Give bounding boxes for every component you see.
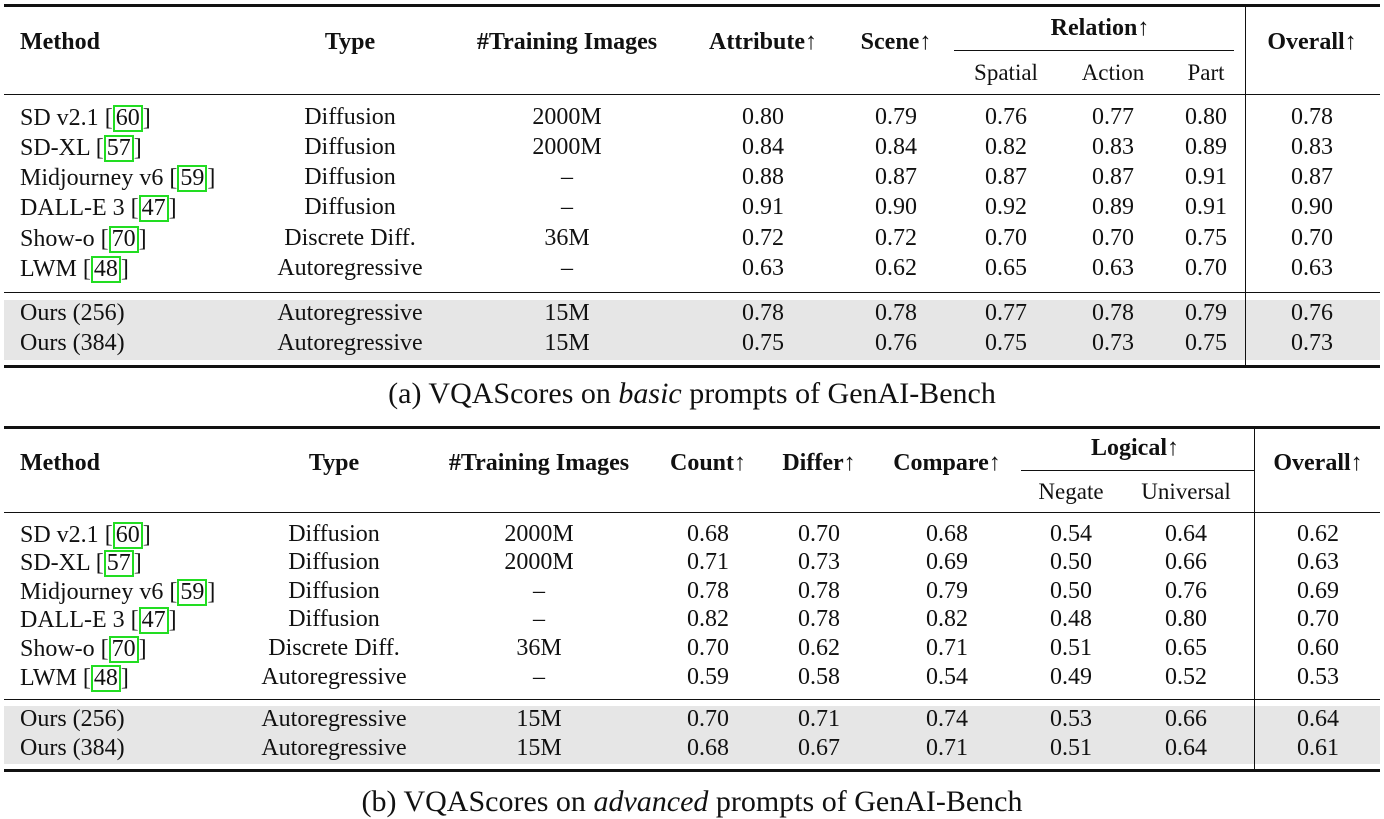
type-cell: Diffusion bbox=[304, 104, 396, 130]
method-cell bbox=[20, 301, 125, 325]
method-cell: DALL-E 3 [ 47 ] bbox=[20, 607, 177, 633]
score-cell: 0.78 bbox=[1092, 300, 1134, 326]
header-part: Part bbox=[1187, 60, 1225, 85]
score-cell: 0.64 bbox=[1165, 735, 1207, 761]
score-cell: 0.68 bbox=[687, 735, 729, 761]
method-cell: DALL-E 3 [ 47 ] bbox=[20, 195, 177, 221]
type-cell: Autoregressive bbox=[261, 664, 407, 690]
type-cell: Diffusion bbox=[288, 606, 380, 632]
header-scene: Scene↑ bbox=[860, 29, 932, 55]
method-name: Ours (384) bbox=[20, 735, 125, 761]
citation-link[interactable]: 59 bbox=[177, 165, 207, 192]
score-cell: 0.53 bbox=[1050, 706, 1092, 732]
relation-underline bbox=[954, 50, 1234, 51]
training-images-cell: – bbox=[561, 194, 573, 220]
score-cell: 0.54 bbox=[1050, 521, 1092, 547]
score-cell: 0.80 bbox=[742, 104, 784, 130]
method-name: Ours (256) bbox=[20, 706, 125, 732]
header-logical: Logical↑ bbox=[1091, 435, 1179, 461]
score-cell: 0.67 bbox=[798, 735, 840, 761]
training-images-cell: 15M bbox=[516, 706, 562, 732]
score-cell: 0.66 bbox=[1165, 706, 1207, 732]
score-cell: 0.77 bbox=[1092, 104, 1134, 130]
type-cell: Diffusion bbox=[288, 578, 380, 604]
method-name: DALL-E 3 bbox=[20, 607, 131, 633]
type-cell: Diffusion bbox=[304, 134, 396, 160]
type-cell: Diffusion bbox=[288, 549, 380, 575]
score-cell: 0.71 bbox=[798, 706, 840, 732]
method-name: Midjourney v6 bbox=[20, 579, 170, 605]
score-cell: 0.90 bbox=[1291, 194, 1333, 220]
score-cell: 0.70 bbox=[1297, 606, 1339, 632]
method-name: LWM bbox=[20, 665, 83, 691]
score-cell: 0.60 bbox=[1297, 635, 1339, 661]
score-cell: 0.70 bbox=[985, 225, 1027, 251]
score-cell: 0.91 bbox=[1185, 164, 1227, 190]
table-advanced-prompts bbox=[4, 426, 1380, 776]
citation-link[interactable]: 48 bbox=[91, 256, 121, 283]
score-cell: 0.89 bbox=[1185, 134, 1227, 160]
score-cell: 0.62 bbox=[875, 255, 917, 281]
method-name: SD-XL bbox=[20, 135, 96, 161]
score-cell: 0.50 bbox=[1050, 578, 1092, 604]
score-cell: 0.82 bbox=[687, 606, 729, 632]
type-cell: Autoregressive bbox=[261, 706, 407, 732]
score-cell: 0.71 bbox=[926, 735, 968, 761]
citation-link[interactable]: 60 bbox=[113, 522, 143, 549]
score-cell: 0.71 bbox=[926, 635, 968, 661]
method-name: SD-XL bbox=[20, 550, 96, 576]
training-images-cell: – bbox=[533, 606, 545, 632]
score-cell: 0.73 bbox=[1291, 330, 1333, 356]
citation-link[interactable]: 60 bbox=[113, 105, 143, 132]
score-cell: 0.83 bbox=[1092, 134, 1134, 160]
citation-link[interactable]: 48 bbox=[91, 665, 121, 692]
score-cell: 0.92 bbox=[985, 194, 1027, 220]
citation-link[interactable]: 57 bbox=[104, 135, 134, 162]
score-cell: 0.51 bbox=[1050, 735, 1092, 761]
ours-rows-shading bbox=[4, 300, 1380, 360]
header-attribute: Attribute↑ bbox=[709, 29, 817, 55]
score-cell: 0.70 bbox=[1291, 225, 1333, 251]
header-training-images: #Training Images bbox=[476, 29, 658, 55]
score-cell: 0.76 bbox=[985, 104, 1027, 130]
table-basic-prompts bbox=[4, 4, 1380, 368]
header-universal: Universal bbox=[1141, 479, 1231, 504]
logical-underline bbox=[1021, 470, 1254, 471]
header-compare: Compare↑ bbox=[893, 450, 1001, 476]
score-cell: 0.87 bbox=[1291, 164, 1333, 190]
score-cell: 0.65 bbox=[985, 255, 1027, 281]
score-cell: 0.83 bbox=[1291, 134, 1333, 160]
method-cell: Show-o [ 70 ] bbox=[20, 226, 147, 252]
score-cell: 0.70 bbox=[1092, 225, 1134, 251]
citation-link[interactable]: 70 bbox=[109, 226, 139, 253]
training-images-cell: 2000M bbox=[532, 104, 602, 130]
score-cell: 0.68 bbox=[926, 521, 968, 547]
method-name: Show-o bbox=[20, 226, 101, 252]
score-cell: 0.63 bbox=[1297, 549, 1339, 575]
score-cell: 0.90 bbox=[875, 194, 917, 220]
header-action: Action bbox=[1081, 60, 1145, 85]
method-name: SD v2.1 bbox=[20, 522, 105, 548]
score-cell: 0.73 bbox=[798, 549, 840, 575]
score-cell: 0.58 bbox=[798, 664, 840, 690]
header-rule bbox=[4, 512, 1380, 513]
header-differ: Differ↑ bbox=[782, 450, 856, 476]
score-cell: 0.54 bbox=[926, 664, 968, 690]
citation-link[interactable]: 57 bbox=[104, 550, 134, 577]
score-cell: 0.79 bbox=[875, 104, 917, 130]
score-cell: 0.72 bbox=[875, 225, 917, 251]
training-images-cell: 15M bbox=[544, 300, 590, 326]
method-cell: SD v2.1 [ 60 ] bbox=[20, 522, 151, 548]
caption-prefix: (b) VQAScores on bbox=[361, 785, 594, 818]
training-images-cell: 36M bbox=[516, 635, 562, 661]
header-method: Method bbox=[20, 29, 100, 55]
caption-advanced bbox=[0, 785, 1384, 819]
score-cell: 0.73 bbox=[1092, 330, 1134, 356]
training-images-cell: 2000M bbox=[532, 134, 602, 160]
method-name: Ours (384) bbox=[20, 330, 125, 356]
score-cell: 0.65 bbox=[1165, 635, 1207, 661]
header-spatial: Spatial bbox=[974, 60, 1038, 85]
method-cell bbox=[20, 331, 125, 355]
type-cell: Autoregressive bbox=[277, 255, 423, 281]
score-cell: 0.76 bbox=[1291, 300, 1333, 326]
header-overall: Overall↑ bbox=[1273, 450, 1363, 476]
score-cell: 0.69 bbox=[1297, 578, 1339, 604]
score-cell: 0.89 bbox=[1092, 194, 1134, 220]
header-type: Type bbox=[324, 29, 376, 55]
type-cell: Autoregressive bbox=[277, 300, 423, 326]
score-cell: 0.91 bbox=[1185, 194, 1227, 220]
score-cell: 0.82 bbox=[985, 134, 1027, 160]
score-cell: 0.79 bbox=[1185, 300, 1227, 326]
caption-suffix: prompts of GenAI-Bench bbox=[681, 377, 996, 410]
score-cell: 0.64 bbox=[1165, 521, 1207, 547]
method-cell: SD v2.1 [ 60 ] bbox=[20, 105, 151, 131]
training-images-cell: 15M bbox=[544, 330, 590, 356]
header-training-images: #Training Images bbox=[448, 450, 630, 476]
score-cell: 0.70 bbox=[687, 706, 729, 732]
score-cell: 0.78 bbox=[687, 578, 729, 604]
group-rule bbox=[4, 292, 1380, 293]
score-cell: 0.64 bbox=[1297, 706, 1339, 732]
score-cell: 0.69 bbox=[926, 549, 968, 575]
header-rule bbox=[4, 94, 1380, 95]
method-cell bbox=[20, 736, 125, 760]
top-rule bbox=[4, 4, 1380, 7]
score-cell: 0.78 bbox=[875, 300, 917, 326]
score-cell: 0.62 bbox=[1297, 521, 1339, 547]
citation-link[interactable]: 47 bbox=[139, 195, 169, 222]
training-images-cell: 36M bbox=[544, 225, 590, 251]
score-cell: 0.70 bbox=[687, 635, 729, 661]
overall-separator bbox=[1245, 6, 1246, 365]
score-cell: 0.61 bbox=[1297, 735, 1339, 761]
method-name: LWM bbox=[20, 256, 83, 282]
score-cell: 0.48 bbox=[1050, 606, 1092, 632]
score-cell: 0.76 bbox=[875, 330, 917, 356]
score-cell: 0.59 bbox=[687, 664, 729, 690]
score-cell: 0.70 bbox=[1185, 255, 1227, 281]
score-cell: 0.76 bbox=[1165, 578, 1207, 604]
score-cell: 0.68 bbox=[687, 521, 729, 547]
citation-link[interactable]: 70 bbox=[109, 636, 139, 663]
top-rule bbox=[4, 426, 1380, 429]
score-cell: 0.78 bbox=[742, 300, 784, 326]
score-cell: 0.78 bbox=[798, 606, 840, 632]
score-cell: 0.87 bbox=[985, 164, 1027, 190]
score-cell: 0.53 bbox=[1297, 664, 1339, 690]
method-name: Show-o bbox=[20, 636, 101, 662]
score-cell: 0.74 bbox=[926, 706, 968, 732]
caption-prefix: (a) VQAScores on bbox=[388, 377, 619, 410]
score-cell: 0.84 bbox=[742, 134, 784, 160]
score-cell: 0.72 bbox=[742, 225, 784, 251]
score-cell: 0.75 bbox=[1185, 330, 1227, 356]
header-negate: Negate bbox=[1038, 479, 1104, 504]
caption-suffix: prompts of GenAI-Bench bbox=[708, 785, 1023, 818]
method-name: DALL-E 3 bbox=[20, 195, 131, 221]
score-cell: 0.66 bbox=[1165, 549, 1207, 575]
type-cell: Autoregressive bbox=[277, 330, 423, 356]
training-images-cell: – bbox=[561, 164, 573, 190]
training-images-cell: – bbox=[533, 664, 545, 690]
score-cell: 0.62 bbox=[798, 635, 840, 661]
bottom-rule bbox=[4, 365, 1380, 368]
score-cell: 0.71 bbox=[687, 549, 729, 575]
caption-emphasis: basic bbox=[618, 377, 682, 410]
score-cell: 0.75 bbox=[1185, 225, 1227, 251]
score-cell: 0.87 bbox=[1092, 164, 1134, 190]
score-cell: 0.82 bbox=[926, 606, 968, 632]
training-images-cell: – bbox=[561, 255, 573, 281]
overall-separator bbox=[1254, 428, 1255, 769]
header-relation: Relation↑ bbox=[1050, 15, 1150, 41]
score-cell: 0.50 bbox=[1050, 549, 1092, 575]
method-cell: Midjourney v6 [ 59 ] bbox=[20, 579, 216, 605]
method-name: SD v2.1 bbox=[20, 105, 105, 131]
score-cell: 0.52 bbox=[1165, 664, 1207, 690]
score-cell: 0.87 bbox=[875, 164, 917, 190]
method-cell: LWM [ 48 ] bbox=[20, 256, 129, 282]
type-cell: Discrete Diff. bbox=[284, 225, 416, 251]
header-count: Count↑ bbox=[669, 450, 747, 476]
header-overall: Overall↑ bbox=[1267, 29, 1357, 55]
caption-emphasis: advanced bbox=[593, 785, 709, 818]
score-cell: 0.84 bbox=[875, 134, 917, 160]
score-cell: 0.78 bbox=[1291, 104, 1333, 130]
score-cell: 0.51 bbox=[1050, 635, 1092, 661]
score-cell: 0.91 bbox=[742, 194, 784, 220]
method-name: Ours (256) bbox=[20, 300, 125, 326]
score-cell: 0.88 bbox=[742, 164, 784, 190]
method-cell: LWM [ 48 ] bbox=[20, 665, 129, 691]
score-cell: 0.80 bbox=[1165, 606, 1207, 632]
training-images-cell: – bbox=[533, 578, 545, 604]
score-cell: 0.63 bbox=[742, 255, 784, 281]
score-cell: 0.75 bbox=[985, 330, 1027, 356]
caption-basic bbox=[0, 377, 1384, 411]
score-cell: 0.63 bbox=[1291, 255, 1333, 281]
training-images-cell: 15M bbox=[516, 735, 562, 761]
method-cell: Show-o [ 70 ] bbox=[20, 636, 147, 662]
header-method: Method bbox=[20, 450, 100, 476]
training-images-cell: 2000M bbox=[504, 549, 574, 575]
type-cell: Autoregressive bbox=[261, 735, 407, 761]
score-cell: 0.49 bbox=[1050, 664, 1092, 690]
method-cell: Midjourney v6 [ 59 ] bbox=[20, 165, 216, 191]
type-cell: Discrete Diff. bbox=[268, 635, 400, 661]
score-cell: 0.63 bbox=[1092, 255, 1134, 281]
method-cell: SD-XL [ 57 ] bbox=[20, 135, 142, 161]
bottom-rule bbox=[4, 769, 1380, 772]
group-rule bbox=[4, 699, 1380, 700]
score-cell: 0.78 bbox=[798, 578, 840, 604]
score-cell: 0.77 bbox=[985, 300, 1027, 326]
score-cell: 0.80 bbox=[1185, 104, 1227, 130]
score-cell: 0.70 bbox=[798, 521, 840, 547]
training-images-cell: 2000M bbox=[504, 521, 574, 547]
type-cell: Diffusion bbox=[288, 521, 380, 547]
method-cell bbox=[20, 707, 125, 731]
score-cell: 0.79 bbox=[926, 578, 968, 604]
method-name: Midjourney v6 bbox=[20, 165, 170, 191]
method-cell: SD-XL [ 57 ] bbox=[20, 550, 142, 576]
type-cell: Diffusion bbox=[304, 164, 396, 190]
citation-link[interactable]: 47 bbox=[139, 607, 169, 634]
score-cell: 0.75 bbox=[742, 330, 784, 356]
header-type: Type bbox=[308, 450, 360, 476]
type-cell: Diffusion bbox=[304, 194, 396, 220]
citation-link[interactable]: 59 bbox=[177, 579, 207, 606]
